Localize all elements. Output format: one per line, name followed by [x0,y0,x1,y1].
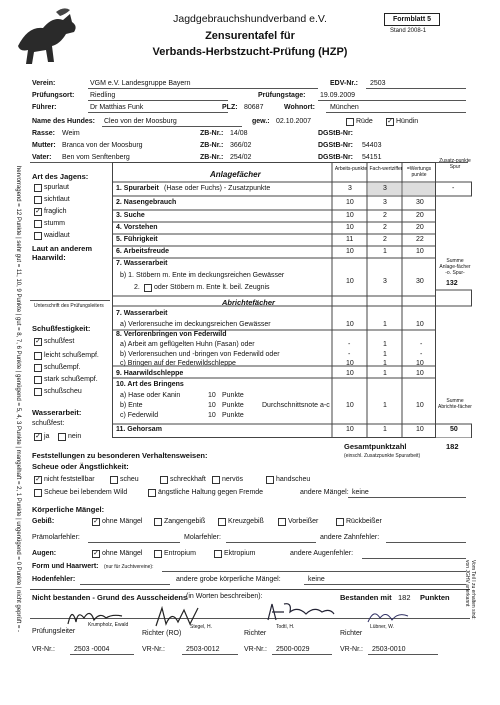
verein-label: Verein: [32,80,56,87]
gesamt-value: 182 [446,442,459,451]
row-spur-b: 3 [383,185,387,192]
feder-b-c: - [420,351,423,358]
ja-label: ja [44,433,50,440]
tag-label: Prüfungstage: [258,92,306,99]
row-wasser-b: 3 [383,278,387,285]
gebiss-label-4: Rückbeißer [346,518,382,525]
bringen-a-v: 10 [208,392,216,399]
schuss-title: Schußfestigkeit: [32,324,91,333]
gebiss-cb-2[interactable] [218,518,226,526]
scheue-label-0: nicht feststellbar [44,476,95,483]
ja-checkbox[interactable]: ✓ [35,433,41,440]
abricht-title: Abrichtefächer [222,298,275,307]
row-suche-label: 3. Suche [116,212,145,219]
scheue2-label-0: Scheue bei lebendem Wild [44,489,128,496]
ort-value: Riedling [90,92,116,99]
leiter-name: Krumpholz, Ewald [88,622,129,628]
bestanden-value: 182 [398,593,411,602]
richter-2-name: Todtl, H. [276,624,295,630]
bringen-c-v: 10 [208,412,216,419]
plz-label: PLZ: [222,104,238,111]
row-wasser-c: 30 [416,278,424,285]
row-nase-label: 2. Nasengebrauch [116,199,177,206]
schuss-cb-2[interactable] [34,364,42,372]
scheue-label-4: handscheu [276,476,311,483]
haar-a: 10 [346,370,354,377]
huendin-checkbox[interactable]: ✓ [387,118,393,125]
bringen-val-b: 1 [383,402,387,409]
row-wasser-b2-num: 2. [134,284,140,291]
row-spur-label: 1. Spurarbeit [116,185,159,192]
feder-c-label: c) Bringen auf der Federwildschleppe [120,360,236,367]
dog-name-value: Cleo von der Moosburg [104,118,177,125]
row-fuehrig-b: 2 [383,236,387,243]
mutter-zb-value: 366/02 [230,142,252,149]
vr-label-3: VR-Nr.: [340,646,363,653]
ruede-checkbox[interactable] [346,118,354,126]
fuehrer-value: Dr Matthias Funk [90,104,144,111]
bringen-b-label: b) Ente [120,402,143,409]
laut-title: Laut an anderem Haarwild: [32,244,93,262]
richter-2-label: Richter [244,630,267,637]
haar-label: 9. Haarwildschleppe [116,370,184,377]
wohnort-value: München [330,104,359,111]
jagen-cb-4[interactable] [34,232,42,240]
gebiss-label-3: Vorbeißer [288,518,319,525]
form-number: Formblatt 5 [384,13,440,26]
verein-value: VGM e.V. Landesgruppe Bayern [90,80,191,87]
row-wasser-a: 10 [346,278,354,285]
row-nase-c: 30 [416,199,424,206]
punkten-label: Punkten [420,593,450,602]
gehorsam-label: 11. Gehorsam [116,426,162,433]
gebiss-label: Gebiß: [32,518,55,525]
row-suche-a: 10 [346,212,354,219]
scheue-cb-1[interactable] [110,476,118,484]
row-fuehrig-c: 22 [416,236,424,243]
bringen-val-a: 10 [346,402,354,409]
row-wasser-b1: b) 1. Stöbern m. Ente im deckungsreichen Gewässer [120,272,285,279]
gew-label: gew.: [252,118,270,125]
form-haar-sub: (nur für Zuchtvereine): [104,564,154,570]
vr-label-2: VR-Nr.: [244,646,267,653]
richter-ro-label: Richter (RO) [142,630,182,637]
row-nase-b: 3 [383,199,387,206]
wohnort-label: Wohnort: [284,104,315,111]
plz-value: 80687 [244,104,264,111]
feder-a-c: - [420,341,423,348]
andere-mangel-label: andere Mängel: [300,489,349,496]
col-zusatz: Zusatz-punkte Spur [439,158,471,170]
vr-label-1: VR-Nr.: [142,646,165,653]
scheue-label-2: schreckhaft [170,476,206,483]
schuss-cb-3[interactable] [34,376,42,384]
row-wasser-b2: oder Stöbern m. Ente lt. beil. Zeugnis [154,284,270,291]
jagen-label-3: stumm [44,220,65,227]
row-arbeitsfreude-a: 10 [346,248,354,255]
koerper-title: Körperliche Mängel: [32,505,105,514]
fuehrer-label: Führer: [32,104,57,111]
tag-value: 19.09.2009 [320,92,356,99]
row-fuehrig-a: 11 [346,236,354,243]
gehorsam-a: 10 [346,426,354,433]
abricht-a-label: a) Verlorensuche im deckungsreichen Gewässer [120,321,271,328]
dog-name-label: Name des Hundes: [32,118,96,125]
augen-label-0: ohne Mängel [102,550,143,557]
scheue-cb-0[interactable]: ✓ [35,476,41,483]
schuss-label-1: leicht schußempf. [44,352,99,359]
schuss-label-0: schußfest [44,338,75,345]
schuss-cb-1[interactable] [34,352,42,360]
haar-b: 1 [383,370,387,377]
scheue-title: Scheue oder Ängstlichkeit: [32,462,129,471]
gehorsam-b: 1 [383,426,387,433]
bestanden-label: Bestanden mit [340,593,392,602]
jagen-label-2: fraglich [44,208,67,215]
scheue-label-1: scheu [120,476,139,483]
feder-b-a: - [348,351,351,358]
augen-cb-0[interactable]: ✓ [93,550,99,557]
nicht-bestanden-sub: (in Worten beschreiben): [186,593,263,600]
bringen-c-u: Punkte [222,412,244,419]
mutter-zb-label: ZB-Nr.: [200,142,224,149]
vr-label-0: VR-Nr.: [32,646,55,653]
jagen-label-0: spurlaut [44,184,69,191]
jagen-label-4: waidlaut [44,232,70,239]
row-suche-b: 2 [383,212,387,219]
mutter-label: Mutter: [32,142,56,149]
abricht-wasser-label: 7. Wasserarbeit [116,310,168,317]
augen-label: Augen: [32,550,57,557]
scheue-cb-2[interactable] [160,476,168,484]
signature-richter-2 [262,600,338,626]
gehorsam-c: 10 [416,426,424,433]
scheue2-cb-1[interactable] [148,489,156,497]
row-fuehrig-label: 5. Führigkeit [116,236,158,243]
vr-value-3: 2503-0010 [372,646,406,653]
gesamt-sub: (einschl. Zusatzpunkte Spurarbeit) [344,453,421,459]
vater-value: Ben vom Senftenberg [62,154,130,161]
col-arbeitspunkte: Arbeits-punkte [334,166,368,172]
abricht-a-b: 1 [383,321,387,328]
edv-value: 2503 [370,80,386,87]
schuss-label-2: schußempf. [44,364,81,371]
mutter-value: Branca von der Moosburg [62,142,143,149]
nein-checkbox[interactable] [58,433,66,441]
ort-label: Prüfungsort: [32,92,75,99]
row-vorstehen-c: 20 [416,224,424,231]
augen-label-2: Ektropium [224,550,256,557]
feder-b-label: b) Verlorensuchen und -bringen von Federwild oder [120,351,280,358]
feder-title: 8. Verlorenbringen von Federwild [116,331,227,338]
vater-dgstb-value: 54151 [362,154,382,161]
scheue-label-3: nervös [222,476,244,483]
vr-value-0: 2503 -0004 [74,646,110,653]
gebiss-cb-4[interactable] [336,518,344,526]
summe-anlage-label: Summe Anlage-fächer -o. Spur- [439,258,471,276]
andere-mangel-value: keine [352,489,369,496]
scheue2-cb-0[interactable] [34,489,42,497]
dgstb-label: DGStB-Nr: [318,130,353,137]
jagen-cb-0[interactable] [34,184,42,192]
row-spur-sub: (Hase oder Fuchs) - Zusatzpunkte [164,185,271,192]
form-stand: Stand 2008-1 [390,28,427,34]
augen-andere-label: andere Augenfehler: [290,550,354,557]
bringen-c-label: c) Federwild [120,412,159,419]
jagen-cb-2[interactable]: ✓ [35,208,41,215]
gebiss-cb-0[interactable]: ✓ [93,518,99,525]
bringen-title: 10. Art des Bringens [116,381,184,388]
hoden-label: Hodenfehler: [32,576,76,583]
mutter-dgstb-label: DGStB-Nr: [318,142,353,149]
augen-cb-1[interactable] [154,550,162,558]
row-spur-d: - [452,185,455,192]
gebiss-cb-3[interactable] [278,518,286,526]
gebiss-label-2: Kreuzgebiß [228,518,264,525]
row-arbeitsfreude-label: 6. Arbeitsfreude [116,248,170,255]
ruede-label: Rüde [356,118,373,125]
wasser-sub: schußfest: [32,420,65,427]
bringen-a-u: Punkte [222,392,244,399]
richter-3-label: Richter [340,630,363,637]
andere-zahn-label: andere Zahnfehler: [320,534,380,541]
fest-title: Feststellungen zu besonderen Verhaltensweisen: [32,451,208,460]
nicht-bestanden-label: Nicht bestanden - Grund des Ausscheidens [32,593,188,602]
scheue-cb-3[interactable] [212,476,220,484]
row-spur-a: 3 [348,185,352,192]
row-arbeitsfreude-c: 10 [416,248,424,255]
rasse-label: Rasse: [32,130,55,137]
schuss-cb-0[interactable]: ✓ [35,338,41,345]
abricht-a-c: 10 [416,321,424,328]
edv-label: EDV-Nr.: [330,80,359,87]
vater-zb-label: ZB-Nr.: [200,154,224,161]
org-name: Jagdgebrauchshundverband e.V. [173,13,327,25]
signature-richter-3 [364,604,412,626]
grading-scale-side: hervorragend = 12 Punkte | sehr gut = 11, 10, 9 Punkte | gut = 8, 7, 6 Punkte | genügend = 5, 4, 3 Punkte | mangelhaft = 2, 1 Punkte | ungenügend = 0 Punkte | nicht geprüft = - [15,165,21,633]
jagen-cb-1[interactable] [34,196,42,204]
schuss-label-3: stark schußempf. [44,376,98,383]
summe-abricht-label: Summe Abrichte-fächer [438,398,472,410]
huendin-label: Hündin [396,118,419,125]
form-title-line2: Verbands-Herbstzucht-Prüfung (HZP) [152,46,348,58]
abricht-a-a: 10 [346,321,354,328]
bringen-b-v: 10 [208,402,216,409]
row-vorstehen-label: 4. Vorstehen [116,224,158,231]
feder-c-c: 10 [416,360,424,367]
form-haar-label: Form und Haarwert: [32,563,99,570]
wasser-title: Wasserarbeit: [32,408,82,417]
jagen-label-1: sichtlaut [44,196,70,203]
augen-label-1: Entropium [164,550,196,557]
vater-label: Vater: [32,154,52,161]
vater-zb-value: 254/02 [230,154,252,161]
gesamt-label: Gesamtpunktzahl [344,442,407,451]
form-title-line1: Zensurentafel für [205,30,295,42]
feder-c-a: 10 [346,360,354,367]
summe-abricht-value: 50 [450,426,458,433]
wasser-b2-checkbox[interactable] [144,284,152,292]
scheue-cb-4[interactable] [266,476,274,484]
feder-a-a: - [348,341,351,348]
leiter-label: Prüfungsleiter [32,628,76,635]
jagen-cb-3[interactable] [34,220,42,228]
grobe-value: keine [308,576,325,583]
vr-value-2: 2500-0029 [276,646,310,653]
schuss-cb-4[interactable] [34,388,42,396]
durchschnitt-label: Durchschnittsnote a-c [262,402,330,409]
bringen-a-label: a) Hase oder Kanin [120,392,181,399]
nein-label: nein [68,433,82,440]
vater-dgstb-label: DGStB-Nr: [318,154,353,161]
row-vorstehen-b: 2 [383,224,387,231]
richter-ro-name: Stegel, H. [190,624,212,630]
col-fachwert: Fach-wertziffer [369,166,403,172]
gew-value: 02.10.2007 [276,118,312,125]
feder-a-label: a) Arbeit am geflügelten Huhn (Fasan) oder [120,341,255,348]
feder-b-b: 1 [383,351,387,358]
anlage-title: Anlagefächer [210,170,261,179]
bringen-val-c: 10 [416,402,424,409]
row-nase-a: 10 [346,199,354,206]
zb-label: ZB-Nr.: [200,130,224,137]
rasse-value: Weim [62,130,80,137]
mutter-dgstb-value: 54403 [362,142,382,149]
col-wertung: =Wertungs punkte [406,166,432,178]
row-wasser-label: 7. Wasserarbeit [116,260,168,267]
zb-value: 14/08 [230,130,248,137]
row-suche-c: 20 [416,212,424,219]
summe-anlage-value: 132 [446,280,458,287]
jagen-title: Art des Jagens: [32,172,89,181]
scheue2-label-1: ängstliche Haltung gegen Fremde [158,489,264,496]
augen-cb-2[interactable] [214,550,222,558]
row-vorstehen-a: 10 [346,224,354,231]
grobe-label: andere grobe körperliche Mängel: [176,576,281,583]
schuss-label-4: schußscheu [44,388,82,395]
gebiss-label-1: Zangengebiß [164,518,206,525]
haar-c: 10 [416,370,424,377]
sig-label: Unterschrift des Prüfungsleiters [34,303,104,309]
side-note-right: Vom Teil I zu erhalten sind: von JGHV anerkannt [464,560,476,620]
praemolar-label: Prämolarfehler: [32,534,80,541]
gebiss-label-0: ohne Mängel [102,518,143,525]
feder-a-b: 1 [383,341,387,348]
vr-value-1: 2503-0012 [186,646,220,653]
row-arbeitsfreude-b: 1 [383,248,387,255]
molar-label: Molarfehler: [184,534,221,541]
bringen-b-u: Punkte [222,402,244,409]
gebiss-cb-1[interactable] [154,518,162,526]
feder-c-b: 1 [383,360,387,367]
richter-3-name: Lübner, W. [370,624,394,630]
